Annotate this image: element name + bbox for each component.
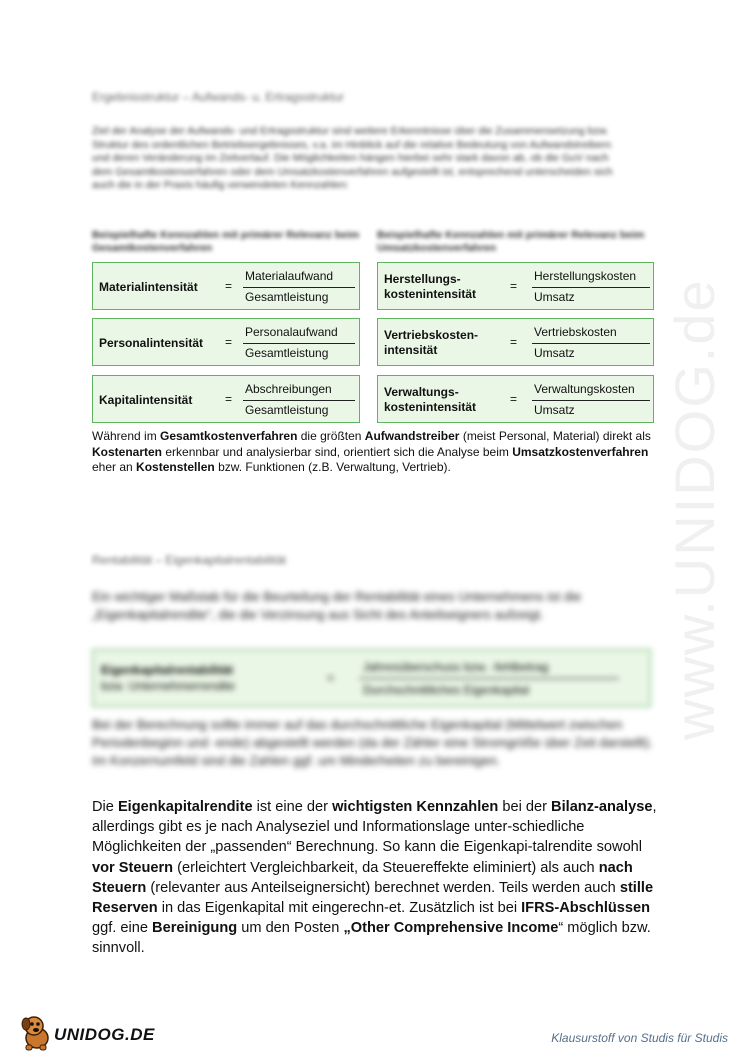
- text-run: ist eine der: [252, 799, 333, 815]
- bold-term: Kostenstellen: [136, 460, 215, 474]
- kpi-name-line1: Vertriebskosten-: [384, 328, 479, 342]
- text-run: erkennbar und analysierbar sind, orientiert sich die Analyse beim: [162, 444, 513, 459]
- bold-term: Other Comprehensive Income: [350, 920, 559, 937]
- kpi-box-kapitalintensitaet: [92, 375, 360, 423]
- bold-term: wichtigsten Kennzahlen: [332, 799, 499, 815]
- kpi-numerator: Herstellungskosten: [534, 269, 637, 283]
- right-column-heading: Beispielhafte Kennzahlen mit primärer Relevanz beim Umsatzkostenverfahren: [377, 229, 645, 254]
- equals-sign: =: [225, 279, 233, 293]
- equals-sign: =: [327, 671, 335, 685]
- kpi-denominator: Gesamtleistung: [245, 290, 329, 304]
- unidog-logo: [20, 1012, 155, 1052]
- quote-mark: „: [343, 920, 351, 937]
- kpi-name: Materialintensität: [99, 280, 198, 294]
- bold-term: Eigenkapitalrendite: [117, 799, 253, 815]
- bold-term: Bilanz-analyse: [551, 799, 653, 815]
- kpi-box-verwaltungskostenintensitaet: [377, 375, 654, 423]
- kpi-numerator: Verwaltungskosten: [534, 382, 635, 396]
- text-run: ggf. eine: [92, 920, 153, 937]
- kpi-name: Personalintensität: [99, 336, 204, 350]
- fraction-line: [243, 287, 355, 288]
- kpi-denominator: Gesamtleistung: [245, 346, 329, 360]
- kpi-name: [101, 662, 235, 694]
- kpi-name-line2: kostenintensität: [384, 400, 477, 414]
- section1-heading: Ergebnisstruktur – Aufwands- u. Ertragsstruktur: [92, 90, 345, 104]
- kpi-name: [384, 328, 478, 358]
- text-run: bzw. Funktionen (z.B. Verwaltung, Vertrieb).: [214, 460, 451, 474]
- section2-intro: Ein wichtiger Maßstab für die Beurteilung der Rentabilität eines Unternehmens ist die „Eigenkapitalrendite“, die die Verzinsung aus Sicht des Anteilseigners aufzeigt.: [92, 589, 582, 622]
- fraction-line: [532, 287, 650, 288]
- text-run: (meist Personal, Material) direkt als: [459, 429, 651, 443]
- text-run: Während im: [92, 429, 161, 443]
- kpi-box-herstellungskostenintensitaet: [377, 262, 654, 310]
- left-column-heading: Beispielhafte Kennzahlen mit primärer Relevanz beim Gesamtkostenverfahren: [92, 229, 360, 254]
- kpi-denominator: Umsatz: [534, 403, 575, 417]
- equals-sign: =: [510, 392, 518, 406]
- kpi-denominator: Umsatz: [534, 346, 575, 360]
- section1-intro: Ziel der Analyse der Aufwands- und Ertragsstruktur sind weitere Erkenntnisse über die Zusammensetzung bzw. Struktur des ordentlichen Betriebsergebnisses, v.a. im Hinblick auf die relative Bedeutung von Aufwandstreibern und deren Veränderung im Zeitverlauf. Die Möglichkeiten hängen hierbei sehr stark davon ab, ob die GuV nach dem Gesamtkostenverfahren oder dem Umsatzkostenverfahren aufgestellt ist, entsprechend unterscheiden sich auch die in der Praxis häufig verwendeten Kennzahlen:: [92, 125, 613, 191]
- bold-term: nach Steuern: [92, 859, 633, 896]
- section1-paragraph: [92, 429, 652, 476]
- kpi-name-line1: Eigenkapitalrentabilität: [101, 663, 234, 677]
- text-run: Die: [92, 799, 118, 815]
- bold-term: Aufwandstreiber: [364, 429, 460, 443]
- equals-sign: =: [510, 335, 518, 349]
- fraction-line: [243, 343, 355, 344]
- equals-sign: =: [510, 279, 518, 293]
- text-run: die größten: [297, 429, 365, 443]
- bold-term: Gesamtkostenverfahren: [160, 429, 298, 443]
- bold-term: vor Steuern: [92, 859, 174, 876]
- bold-term: stille Reserven: [92, 879, 654, 917]
- text-run: (relevanter aus Anteilseignersicht) berechnet werden. Teils werden auch: [146, 879, 620, 896]
- kpi-denominator: Gesamtleistung: [245, 403, 329, 417]
- bold-term: IFRS-Abschlüssen: [521, 900, 651, 917]
- kpi-numerator: Jahresüberschuss bzw. -fehlbetrag: [363, 660, 549, 674]
- text-run: (erleichtert Vergleichbarkeit, da Steuereffekte eliminiert) als auch: [173, 859, 599, 876]
- text-run: bei der: [498, 799, 552, 815]
- footer-tagline: Klausurstoff von Studis für Studis: [551, 1031, 728, 1045]
- kpi-name: Kapitalintensität: [99, 393, 193, 407]
- fraction-line: [243, 400, 355, 401]
- text-run: eher an: [92, 460, 137, 474]
- kpi-numerator: Vertriebskosten: [534, 325, 617, 339]
- kpi-box-eigenkapitalrentabilitaet: [92, 649, 651, 707]
- bold-term: Kostenarten: [92, 444, 163, 459]
- bold-term: Umsatzkostenverfahren: [512, 444, 649, 459]
- kpi-name-line2: bzw. Unternehmerrendite: [101, 679, 236, 693]
- kpi-name: [384, 385, 476, 415]
- kpi-numerator: Personalaufwand: [245, 325, 338, 339]
- section2-calculation-note: Bei der Berechnung sollte immer auf das durchschnittliche Eigenkapital (Mittelwert zwischen Periodenbeginn und -ende) abgestellt werden (da der Zähler eine Stromgröße über Zeit darstellt). Im Konzernumfeld sind die Zahlen ggf. um Minderheiten zu bereinigen.: [92, 717, 653, 768]
- section2-heading: Rentabilität – Eigenkapitalrentabilität: [92, 553, 287, 567]
- equals-sign: =: [225, 335, 233, 349]
- kpi-box-vertriebskostenintensitaet: [377, 318, 654, 366]
- kpi-name: [384, 272, 476, 302]
- text-run: in das Eigenkapital mit eingerechn-et. Zusätzlich ist bei: [157, 900, 522, 917]
- kpi-numerator: Materialaufwand: [245, 269, 334, 283]
- kpi-name-line1: Herstellungs-: [384, 272, 461, 286]
- text-run: “ möglich bzw. sinnvoll.: [92, 920, 651, 957]
- kpi-name-line1: Verwaltungs-: [384, 385, 459, 399]
- kpi-name-line2: intensität: [384, 343, 438, 357]
- equals-sign: =: [225, 392, 233, 406]
- bold-term: Bereinigung: [152, 920, 238, 937]
- text-run: , allerdings gibt es je nach Analyseziel und Informationslage unter-schiedliche Möglichkeiten der „passenden“ Berechnung. So kann die Eigenkapi-talrendite sowohl: [92, 799, 657, 856]
- watermark: www.UNIDOG.de: [663, 278, 726, 740]
- kpi-name-line2: kostenintensität: [384, 287, 477, 301]
- fraction-line: [359, 678, 619, 679]
- kpi-numerator: Abschreibungen: [245, 382, 332, 396]
- kpi-box-materialintensitaet: [92, 262, 360, 310]
- text-run: um den Posten: [237, 920, 344, 937]
- section2-main-paragraph: [92, 797, 660, 959]
- kpi-box-personalintensitaet: [92, 318, 360, 366]
- dog-mascot-icon: [20, 1012, 56, 1052]
- logo-text: UNIDOG.DE: [54, 1025, 155, 1044]
- fraction-line: [532, 343, 650, 344]
- kpi-denominator: Umsatz: [534, 290, 575, 304]
- fraction-line: [532, 400, 650, 401]
- kpi-denominator: Durchschnittliches Eigenkapital: [363, 683, 530, 697]
